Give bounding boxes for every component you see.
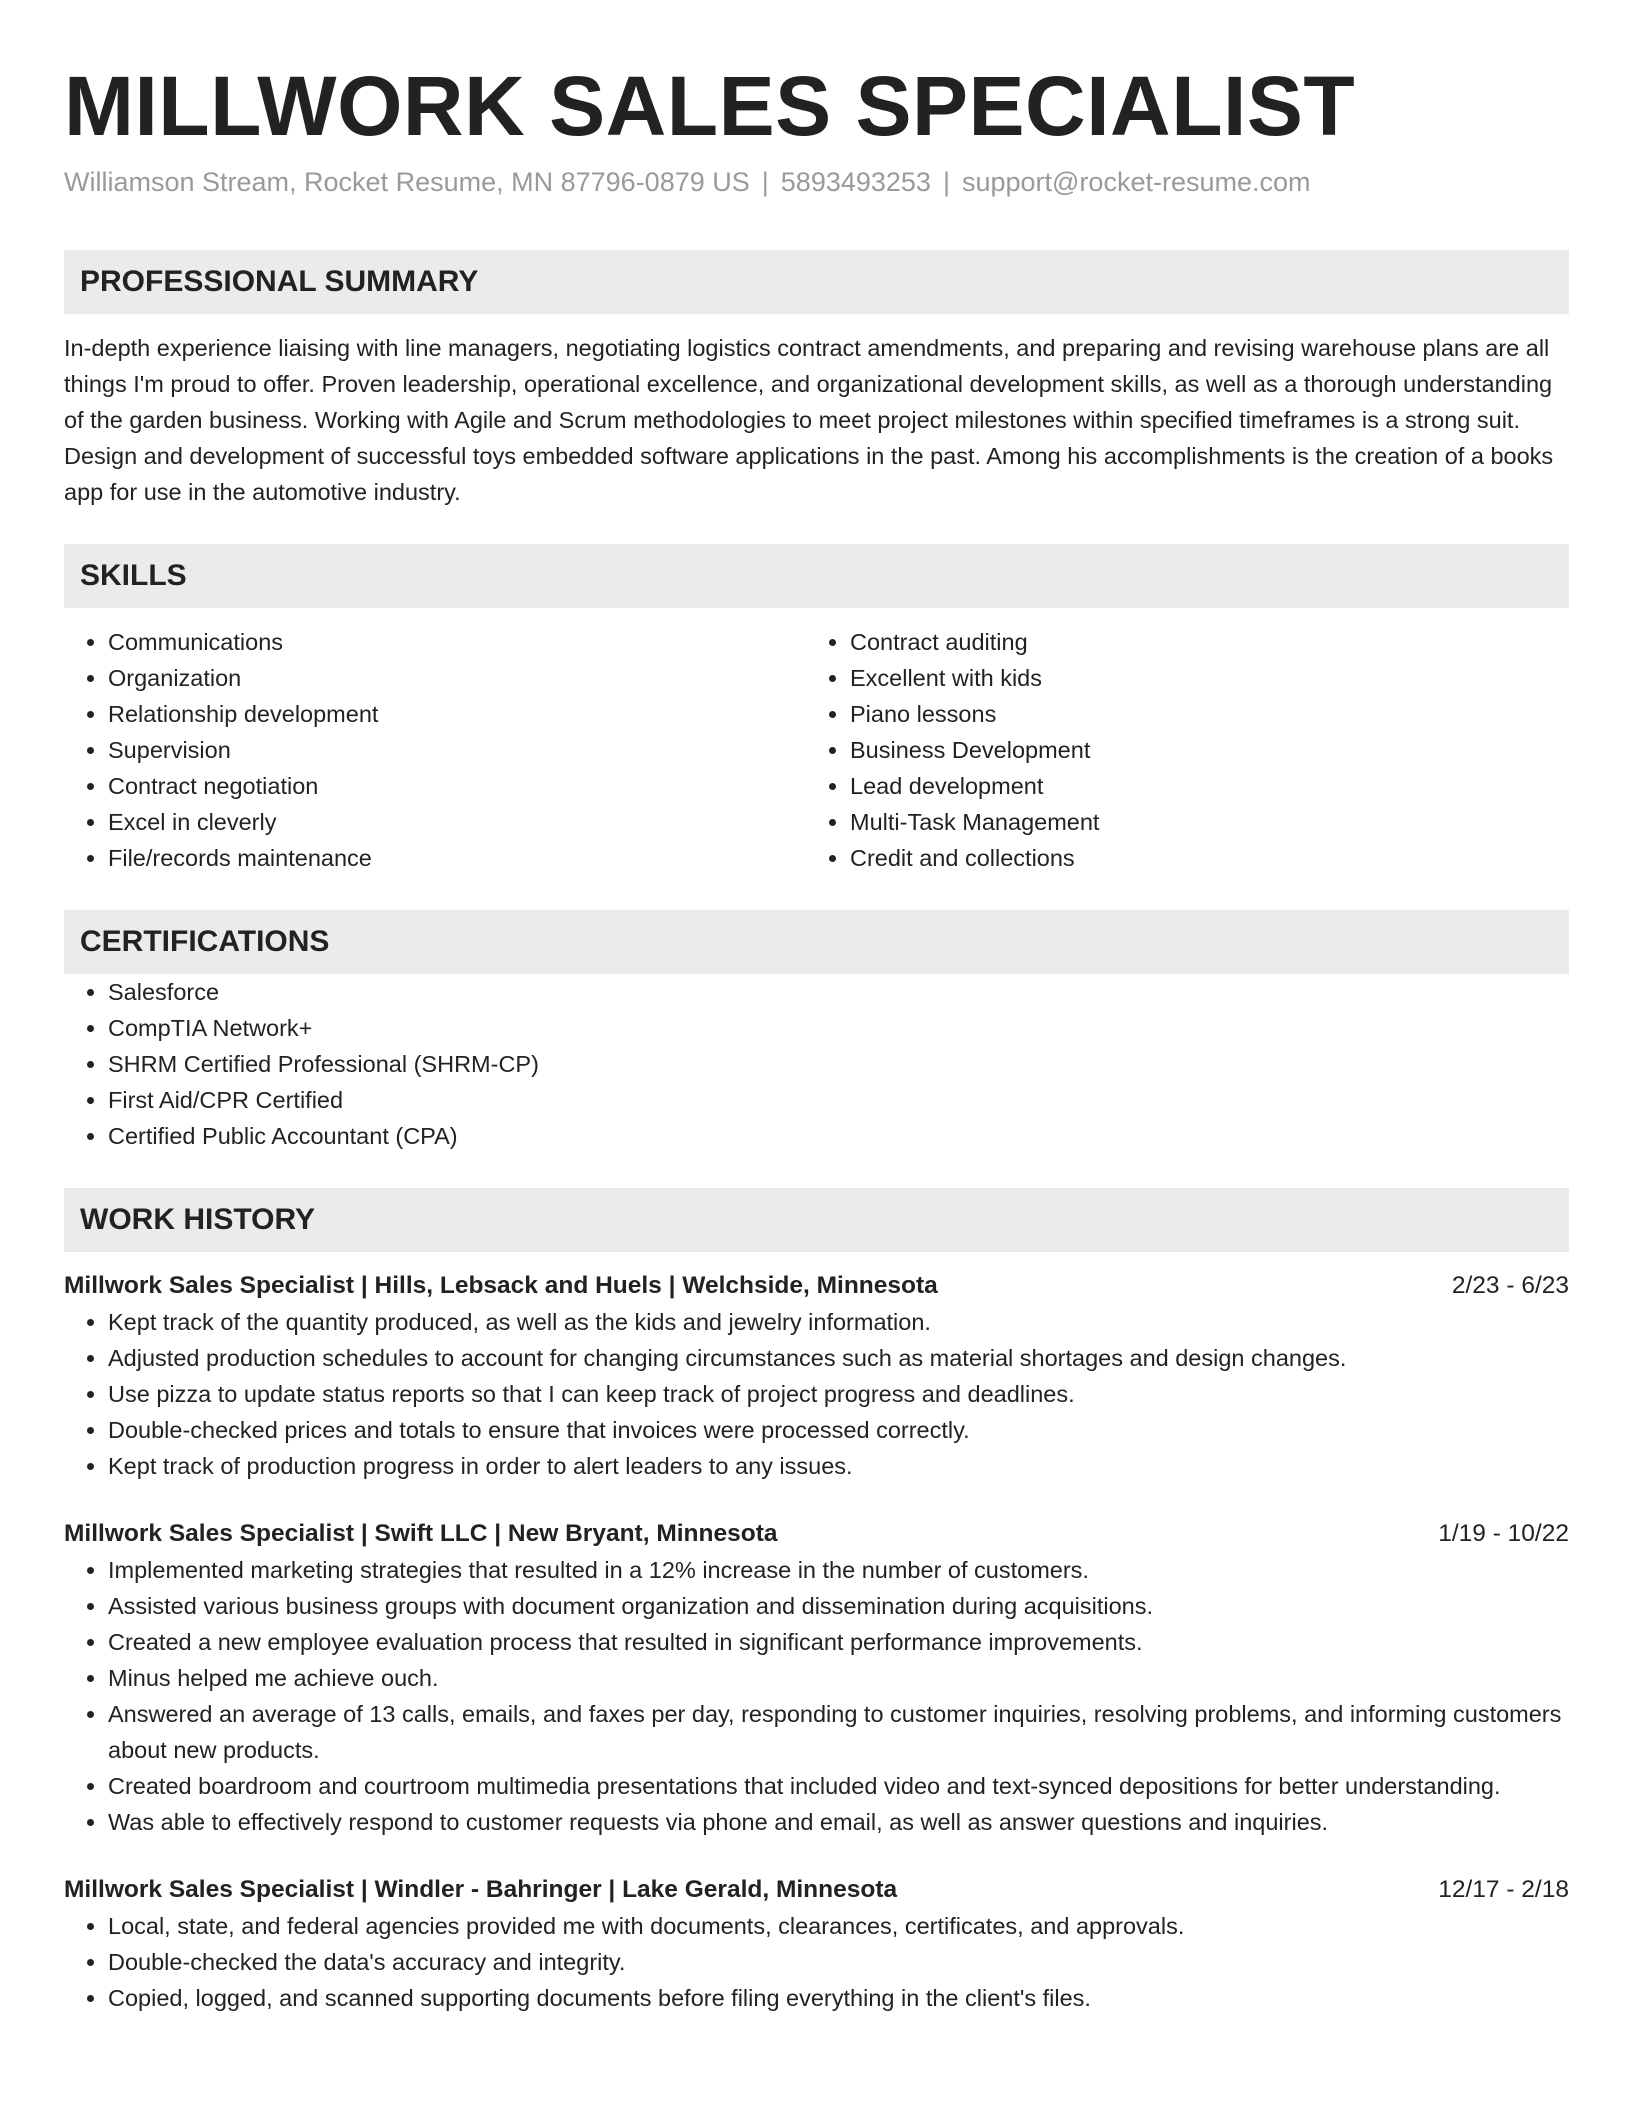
section-header-summary: PROFESSIONAL SUMMARY xyxy=(64,250,1569,314)
list-item: • Piano lessons xyxy=(850,696,1548,732)
job-duties-list xyxy=(64,1304,1569,1484)
contact-line xyxy=(64,164,1569,200)
list-item: • SHRM Certified Professional (SHRM-CP) xyxy=(108,1046,1569,1082)
summary-text: In-depth experience liaising with line managers, negotiating logistics contract amendments, and preparing and revising warehouse plans are all things I'm proud to offer. Proven leadership, operational excellence, and organizational development skills, as well as a thorough understanding of the garden business. Working with Agile and Scrum methodologies to meet project milestones within specified timeframes is a strong suit. Design and development of successful toys embedded software applications in the past. Among his accomplishments is the creation of a books app for use in the automotive industry. xyxy=(64,335,1554,505)
contact-separator: | xyxy=(761,167,769,197)
list-item: • Answered an average of 13 calls, emails, and faxes per day, responding to customer inquiries, resolving problems, and informing customers about new products. xyxy=(108,1696,1569,1768)
job-dates: 1/19 - 10/22 xyxy=(1438,1520,1569,1547)
list-item: • First Aid/CPR Certified xyxy=(108,1082,1569,1118)
list-item: • Created a new employee evaluation process that resulted in significant performance improvements. xyxy=(108,1624,1569,1660)
list-item: • Supervision xyxy=(108,732,806,768)
list-item: • Adjusted production schedules to account for changing circumstances such as material shortages and design changes. xyxy=(108,1340,1569,1376)
job-duties-list xyxy=(64,1908,1569,2016)
skills-column-right xyxy=(806,624,1548,876)
list-item: • Certified Public Accountant (CPA) xyxy=(108,1118,1569,1154)
list-item: • Contract negotiation xyxy=(108,768,806,804)
list-item: • Relationship development xyxy=(108,696,806,732)
list-item: • Kept track of production progress in order to alert leaders to any issues. xyxy=(108,1448,1569,1484)
job-dates: 12/17 - 2/18 xyxy=(1438,1876,1569,1903)
section-header-skills: SKILLS xyxy=(64,544,1569,608)
list-item: • Communications xyxy=(108,624,806,660)
skills-columns xyxy=(64,624,1569,876)
certifications-list xyxy=(64,974,1569,1154)
list-item: • Minus helped me achieve ouch. xyxy=(108,1660,1569,1696)
list-item: • Organization xyxy=(108,660,806,696)
contact-address: Williamson Stream, Rocket Resume, MN 87796-0879 US xyxy=(64,167,750,197)
list-item: • Excellent with kids xyxy=(850,660,1548,696)
job-entry xyxy=(64,1872,1569,2016)
job-entry xyxy=(64,1268,1569,1484)
list-item: • Assisted various business groups with document organization and dissemination during acquisitions. xyxy=(108,1588,1569,1624)
resume-page xyxy=(64,0,1569,2016)
job-duties-list xyxy=(64,1552,1569,1840)
list-item: • Copied, logged, and scanned supporting documents before filing everything in the client's files. xyxy=(108,1980,1569,2016)
list-item: • Local, state, and federal agencies provided me with documents, clearances, certificates, and approvals. xyxy=(108,1908,1569,1944)
list-item: • Multi-Task Management xyxy=(850,804,1548,840)
list-item: • Excel in cleverly xyxy=(108,804,806,840)
list-item: • Double-checked the data's accuracy and integrity. xyxy=(108,1944,1569,1980)
job-title: Millwork Sales Specialist | Swift LLC | New Bryant, Minnesota xyxy=(64,1520,778,1547)
job-dates: 2/23 - 6/23 xyxy=(1451,1272,1569,1299)
job-title: Millwork Sales Specialist | Hills, Lebsack and Huels | Welchside, Minnesota xyxy=(64,1272,938,1299)
list-item: • Credit and collections xyxy=(850,840,1548,876)
contact-phone: 5893493253 xyxy=(780,167,931,197)
list-item: • Created boardroom and courtroom multimedia presentations that included video and text-synced depositions for better understanding. xyxy=(108,1768,1569,1804)
section-header-certifications: CERTIFICATIONS xyxy=(64,910,1569,974)
list-item: • File/records maintenance xyxy=(108,840,806,876)
list-item: • Was able to effectively respond to customer requests via phone and email, as well as answer questions and inquiries. xyxy=(108,1804,1569,1840)
skills-list-left xyxy=(64,624,806,876)
list-item: • Lead development xyxy=(850,768,1548,804)
list-item: • Use pizza to update status reports so that I can keep track of project progress and deadlines. xyxy=(108,1376,1569,1412)
job-title: Millwork Sales Specialist | Windler - Bahringer | Lake Gerald, Minnesota xyxy=(64,1876,898,1903)
list-item: • CompTIA Network+ xyxy=(108,1010,1569,1046)
list-item: • Kept track of the quantity produced, as well as the kids and jewelry information. xyxy=(108,1304,1569,1340)
skills-column-left xyxy=(64,624,806,876)
section-header-work-history: WORK HISTORY xyxy=(64,1188,1569,1252)
list-item: • Double-checked prices and totals to ensure that invoices were processed correctly. xyxy=(108,1412,1569,1448)
list-item: • Contract auditing xyxy=(850,624,1548,660)
list-item: • Salesforce xyxy=(108,974,1569,1010)
job-header xyxy=(64,1516,1569,1552)
contact-email: support@rocket-resume.com xyxy=(961,167,1311,197)
job-entry xyxy=(64,1516,1569,1840)
list-item: • Business Development xyxy=(850,732,1548,768)
resume-title: MILLWORK SALES SPECIALIST xyxy=(64,59,1356,153)
job-header xyxy=(64,1268,1569,1304)
contact-separator: | xyxy=(942,167,950,197)
job-header xyxy=(64,1872,1569,1908)
list-item: • Implemented marketing strategies that resulted in a 12% increase in the number of customers. xyxy=(108,1552,1569,1588)
skills-list-right xyxy=(806,624,1548,876)
